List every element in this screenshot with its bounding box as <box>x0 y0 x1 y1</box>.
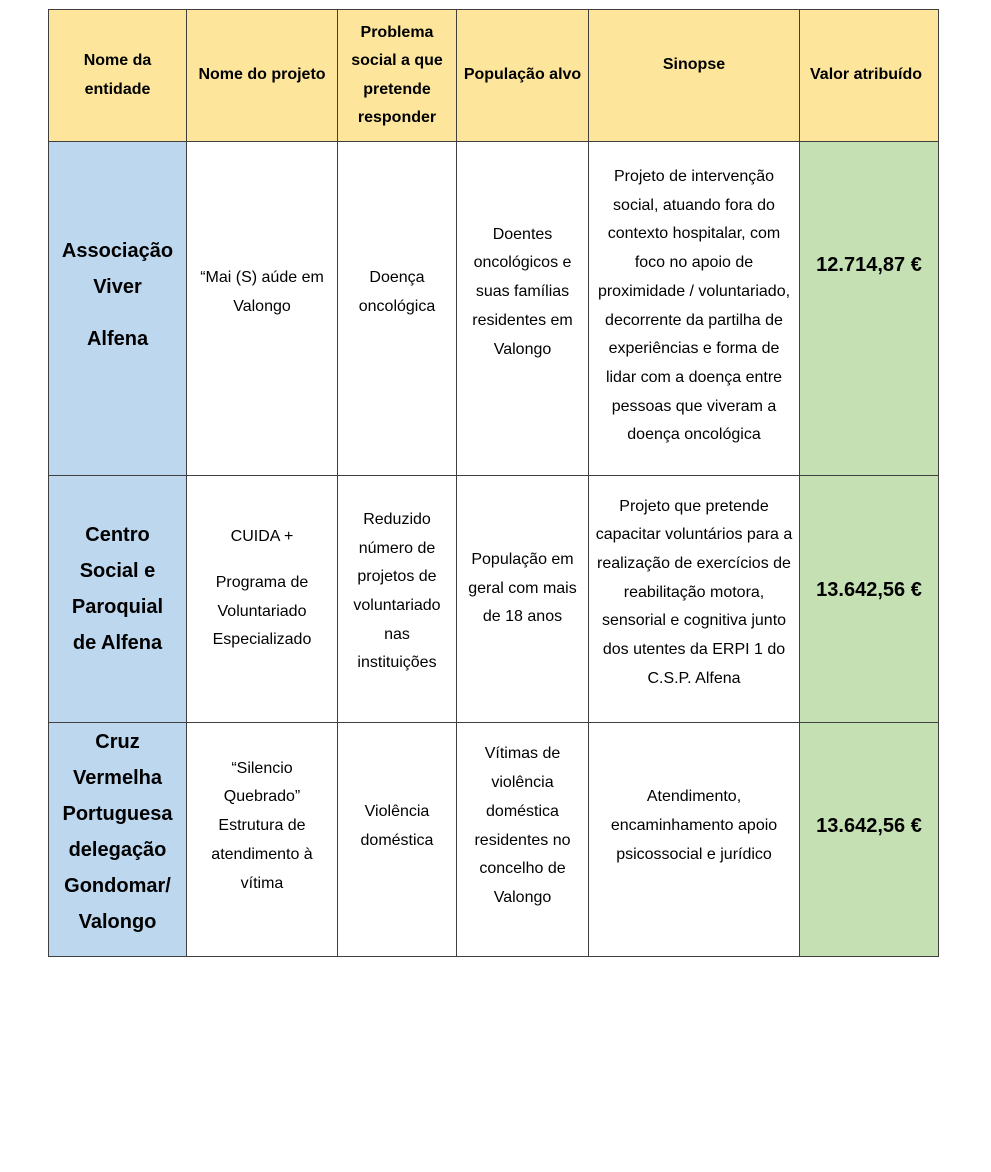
population-cell <box>457 476 589 723</box>
entity-cell <box>49 723 187 957</box>
project-cell <box>187 142 338 476</box>
entity-cell <box>49 476 187 723</box>
table-row <box>49 142 939 476</box>
value-text: 12.714,87 € <box>816 254 922 277</box>
header-assigned-value: Valor atribuído <box>800 10 939 142</box>
entity-line: Valongo <box>78 910 157 933</box>
entity-line: Centro <box>85 524 150 546</box>
header-entity-name: Nome da entidade <box>49 10 187 142</box>
entity-line: Gondomar/ <box>64 874 171 897</box>
entity-line: Cruz <box>95 730 140 753</box>
value-text: 13.642,56 € <box>816 578 922 601</box>
project-title: CUIDA + <box>230 528 294 546</box>
entity-line: Social e <box>79 560 156 582</box>
value-text: 13.642,56 € <box>816 815 922 838</box>
population-text: População em geral com mais de 18 anos <box>468 550 577 626</box>
synopsis-cell <box>589 142 800 476</box>
entity-line: Portuguesa <box>62 802 173 825</box>
projects-table <box>48 9 939 957</box>
problem-text: Reduzido número de projetos de voluntariado nas instituições <box>353 510 441 672</box>
synopsis-text: Projeto de intervenção social, atuando fora do contexto hospitalar, com foco no apoio de proximidade / voluntariado, decorrente da partilha de experiências e forma de lidar com a doença entre pessoas que viveram a doença oncológica <box>597 167 791 444</box>
value-cell <box>800 476 939 723</box>
header-synopsis <box>589 10 800 142</box>
value-cell <box>800 723 939 957</box>
problem-cell <box>338 723 457 957</box>
table-header-row <box>49 10 939 142</box>
population-text: Vítimas de violência doméstica residentes no concelho de Valongo <box>474 745 571 906</box>
problem-cell <box>338 142 457 476</box>
problem-text: Violência doméstica <box>360 802 434 849</box>
synopsis-cell <box>589 476 800 723</box>
header-target-population: População alvo <box>457 10 589 142</box>
table-row <box>49 723 939 957</box>
problem-cell <box>338 476 457 723</box>
problem-text: Doença oncológica <box>358 268 436 315</box>
header-project-name: Nome do projeto <box>187 10 338 142</box>
entity-line: Viver <box>93 275 142 298</box>
entity-cell <box>49 142 187 476</box>
project-cell <box>187 476 338 723</box>
population-cell <box>457 142 589 476</box>
project-text: “Silencio Quebrado” Estrutura de atendimento à vítima <box>211 759 313 892</box>
value-cell <box>800 142 939 476</box>
entity-line: delegação <box>68 838 167 861</box>
synopsis-text: Projeto que pretende capacitar voluntários para a realização de exercícios de reabilitação motora, sensorial e cognitiva junto dos utentes da ERPI 1 do C.S.P. Alfena <box>595 497 793 687</box>
population-cell <box>457 723 589 957</box>
project-cell <box>187 723 338 957</box>
entity-line: Associação <box>61 239 174 262</box>
entity-line: Vermelha <box>73 766 162 789</box>
entity-line: Alfena <box>86 327 149 350</box>
project-text: “Mai (S) aúde em Valongo <box>200 268 324 315</box>
project-subtitle: Programa de Voluntariado Especializado <box>212 573 312 649</box>
synopsis-cell <box>589 723 800 957</box>
header-synopsis-label: Sinopse <box>662 56 726 74</box>
entity-line: Paroquial <box>71 596 164 618</box>
population-text: Doentes oncológicos e suas famílias residentes em Valongo <box>472 225 573 358</box>
header-social-problem: Problema social a que pretende responder <box>338 10 457 142</box>
table-row <box>49 476 939 723</box>
synopsis-text: Atendimento, encaminhamento apoio psicossocial e jurídico <box>610 788 778 863</box>
entity-line: de Alfena <box>72 632 163 654</box>
